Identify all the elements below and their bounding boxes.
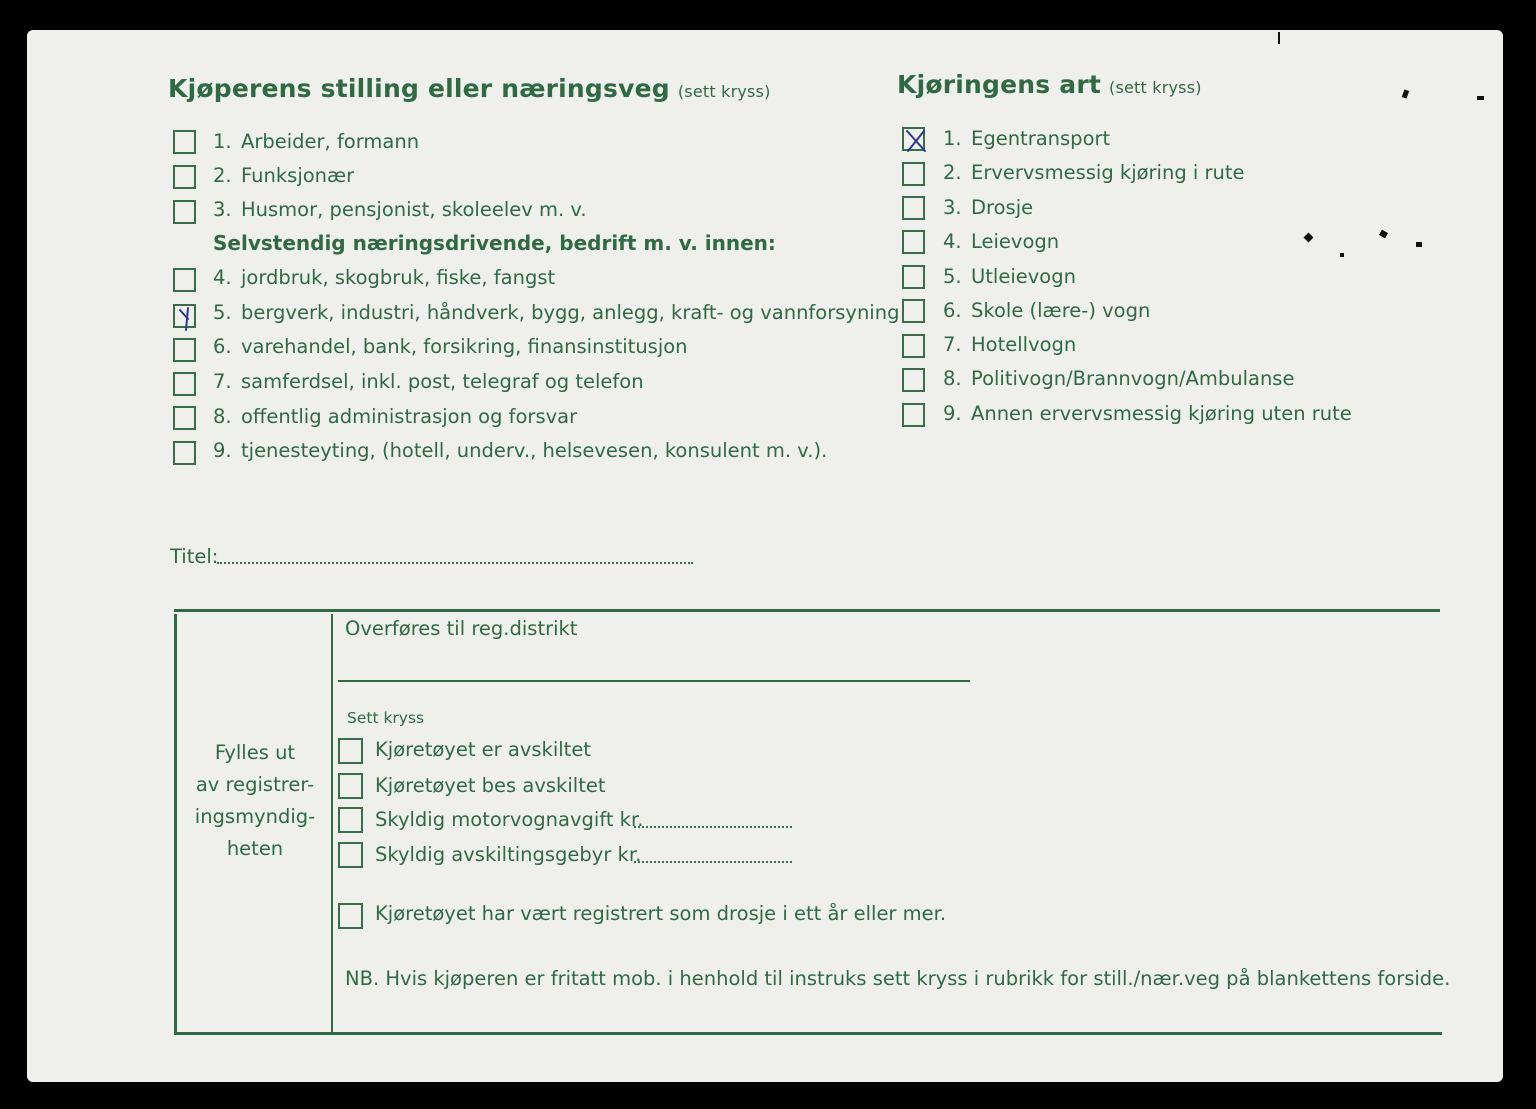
option-label: Arbeider, formann — [241, 130, 420, 153]
transfer-label: Overføres til reg.distrikt — [345, 617, 578, 640]
checkbox-utleievogn[interactable] — [902, 265, 925, 289]
handwritten-check-mark-icon — [173, 304, 200, 332]
checkbox-samferdsel[interactable] — [173, 372, 196, 396]
option-number: 9. — [213, 439, 232, 462]
checkbox-varehandel[interactable] — [173, 338, 196, 362]
option-label: Skole (lære-) vogn — [971, 299, 1151, 322]
option-utleievogn — [943, 265, 1076, 288]
check-label-avskiltet: Kjøretøyet er avskiltet — [375, 738, 591, 761]
option-number: 3. — [943, 196, 962, 219]
checkbox-hotellvogn[interactable] — [902, 334, 925, 358]
checkbox-avskiltet[interactable] — [338, 738, 363, 764]
checkbox-jordbruk[interactable] — [173, 268, 196, 292]
side-label-line: ingsmyndig- — [194, 805, 316, 828]
transfer-input-line[interactable] — [338, 680, 970, 682]
checkbox-egentransport[interactable] — [902, 127, 925, 151]
option-number: 7. — [943, 333, 962, 356]
option-tjenesteyting — [213, 439, 827, 462]
right-heading-note: (sett kryss) — [1109, 78, 1202, 97]
check-label-drosje-registrert: Kjøretøyet har vært registrert som drosje i ett år eller mer. — [375, 902, 947, 925]
option-skolevogn — [943, 299, 1150, 322]
option-number: 6. — [213, 335, 232, 358]
option-jordbruk — [213, 266, 555, 289]
option-drosje — [943, 196, 1033, 219]
checkbox-ervervsmessig-rute[interactable] — [902, 162, 925, 186]
registry-box-bottom-border — [174, 1032, 1442, 1035]
option-label: offentlig administrasjon og forsvar — [241, 405, 578, 428]
option-arbeider — [213, 130, 419, 153]
option-hotellvogn — [943, 333, 1076, 356]
checkbox-bergverk[interactable] — [173, 304, 196, 328]
checkbox-skolevogn[interactable] — [902, 299, 925, 323]
option-number: 7. — [213, 370, 232, 393]
checkbox-bes-avskiltet[interactable] — [338, 773, 363, 799]
option-number: 8. — [213, 405, 232, 428]
side-label-line: Fylles ut — [214, 741, 296, 764]
option-label: Egentransport — [971, 127, 1111, 150]
right-heading — [897, 70, 1202, 99]
option-label: Hotellvogn — [971, 333, 1077, 356]
registry-box-divider — [331, 614, 333, 1033]
checkbox-politivogn[interactable] — [902, 368, 925, 392]
checkbox-funksjonaer[interactable] — [173, 165, 196, 189]
option-leievogn — [943, 230, 1059, 253]
option-label: Politivogn/Brannvogn/Ambulanse — [971, 367, 1295, 390]
registry-side-label — [180, 737, 330, 865]
option-number: 2. — [213, 164, 232, 187]
checkbox-husmor[interactable] — [173, 200, 196, 224]
option-label: Utleievogn — [971, 265, 1076, 288]
option-annen — [943, 402, 1352, 425]
left-heading — [168, 74, 771, 103]
option-varehandel — [213, 335, 688, 358]
checkbox-annen[interactable] — [902, 403, 925, 427]
option-number: 6. — [943, 299, 962, 322]
sett-kryss-label: Sett kryss — [347, 709, 425, 727]
option-politivogn — [943, 367, 1294, 390]
option-husmor — [213, 198, 587, 221]
option-number: 2. — [943, 161, 962, 184]
option-number: 8. — [943, 367, 962, 390]
option-label: bergverk, industri, håndverk, bygg, anlegg, kraft- og vannforsyning — [241, 301, 900, 324]
avskiltingsgebyr-amount-line[interactable] — [634, 861, 792, 863]
handwritten-x-mark-icon — [902, 127, 929, 155]
option-label: varehandel, bank, forsikring, finansinstitusjon — [241, 335, 688, 358]
nb-note: NB. Hvis kjøperen er fritatt mob. i henhold til instruks sett kryss i rubrikk for still./nær.veg på blankettens forside. — [345, 967, 1451, 990]
option-number: 9. — [943, 402, 962, 425]
scan-speck — [1340, 253, 1344, 257]
option-label: Husmor, pensjonist, skoleelev m. v. — [241, 198, 587, 221]
option-number: 1. — [213, 130, 232, 153]
right-heading-text: Kjøringens art — [897, 70, 1101, 99]
option-egentransport — [943, 127, 1110, 150]
option-bergverk — [213, 301, 899, 324]
checkbox-motorvognavgift[interactable] — [338, 807, 363, 833]
option-number: 4. — [213, 266, 232, 289]
check-label-bes-avskiltet: Kjøretøyet bes avskiltet — [375, 774, 606, 797]
checkbox-drosje[interactable] — [902, 196, 925, 220]
checkbox-tjenesteyting[interactable] — [173, 441, 196, 465]
option-label: samferdsel, inkl. post, telegraf og telefon — [241, 370, 644, 393]
checkbox-offentlig[interactable] — [173, 406, 196, 430]
left-heading-text: Kjøperens stilling eller næringsveg — [168, 74, 670, 103]
option-number: 5. — [943, 265, 962, 288]
check-label-motorvognavgift: Skyldig motorvognavgift kr. — [375, 808, 644, 831]
option-label: Annen ervervsmessig kjøring uten rute — [971, 402, 1352, 425]
option-label: tjenesteyting, (hotell, underv., helsevesen, konsulent m. v.). — [241, 439, 828, 462]
option-label: jordbruk, skogbruk, fiske, fangst — [241, 266, 556, 289]
checkbox-drosje-registrert[interactable] — [338, 903, 363, 929]
scan-speck — [1477, 96, 1484, 100]
side-label-line: heten — [226, 837, 284, 860]
subheading-selvstendig: Selvstendig næringsdrivende, bedrift m. v. innen: — [213, 231, 776, 255]
left-heading-note: (sett kryss) — [677, 82, 771, 101]
scan-speck — [1416, 242, 1422, 247]
scan-speck — [1278, 32, 1280, 44]
option-number: 1. — [943, 127, 962, 150]
option-offentlig — [213, 405, 577, 428]
checkbox-avskiltingsgebyr[interactable] — [338, 842, 363, 868]
option-number: 3. — [213, 198, 232, 221]
registry-box-left-border — [174, 614, 177, 1033]
option-number: 5. — [213, 301, 232, 324]
title-label: Titel: — [170, 545, 219, 568]
checkbox-arbeider[interactable] — [173, 130, 196, 154]
motorvognavgift-amount-line[interactable] — [634, 826, 792, 828]
option-samferdsel — [213, 370, 644, 393]
option-number: 4. — [943, 230, 962, 253]
registry-box-top-border — [174, 609, 1440, 612]
option-label: Drosje — [971, 196, 1034, 219]
option-label: Funksjonær — [241, 164, 355, 187]
checkbox-leievogn[interactable] — [902, 230, 925, 254]
check-label-avskiltingsgebyr: Skyldig avskiltingsgebyr kr. — [375, 843, 642, 866]
option-funksjonaer — [213, 164, 354, 187]
option-label: Leievogn — [971, 230, 1060, 253]
title-input-line[interactable] — [217, 562, 693, 564]
option-label: Ervervsmessig kjøring i rute — [971, 161, 1245, 184]
option-ervervsmessig-rute — [943, 161, 1245, 184]
side-label-line: av registrer- — [195, 773, 315, 796]
